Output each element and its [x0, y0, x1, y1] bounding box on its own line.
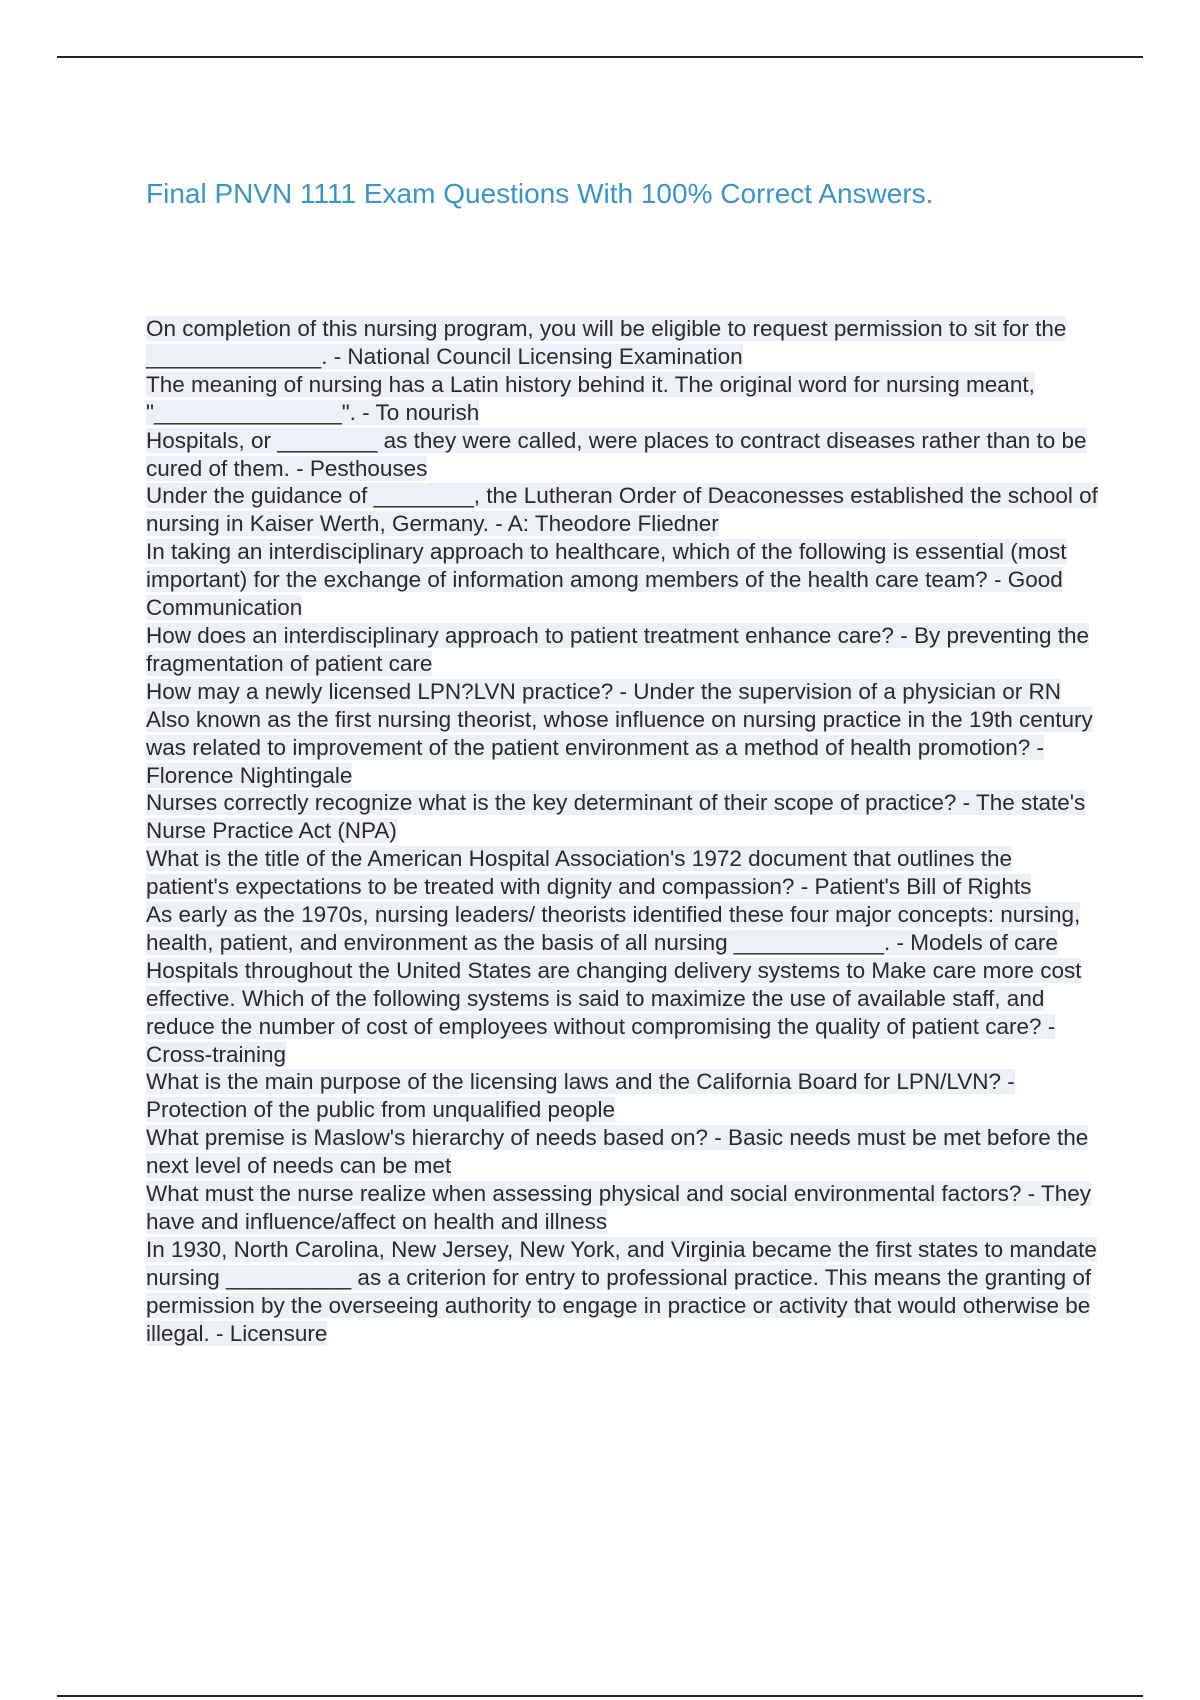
qa-item — [146, 789, 1101, 845]
header-rule — [57, 56, 1143, 58]
qa-item — [146, 427, 1101, 483]
qa-item — [146, 678, 1101, 706]
qa-item — [146, 706, 1101, 790]
qa-text: Also known as the first nursing theorist, whose influence on nursing practice in the 19th century was related to improvement of the patient environment as a method of health promotion? - Florence Nightingale — [146, 706, 1093, 788]
qa-text: How may a newly licensed LPN?LVN practice? - Under the supervision of a physician or RN — [146, 678, 1061, 704]
qa-text: What premise is Maslow's hierarchy of needs based on? - Basic needs must be met before the next level of needs can be met — [146, 1125, 1089, 1179]
qa-text: Hospitals throughout the United States are changing delivery systems to Make care more cost effective. Which of the following systems is said to maximize the use of available staff, and reduce the number of cost of employees without compromising the quality of patient care? - Cross-training — [146, 957, 1082, 1067]
qa-item — [146, 1068, 1101, 1124]
qa-text: On completion of this nursing program, you will be eligible to request permission to sit for the ______________. - National Council Licensing Examination — [146, 316, 1067, 369]
qa-item — [146, 622, 1101, 678]
qa-text: Hospitals, or ________ as they were called, were places to contract diseases rather than to be cured of them. - Pesthouses — [146, 427, 1087, 481]
question-answer-list — [146, 315, 1101, 1348]
qa-text: How does an interdisciplinary approach to patient treatment enhance care? - By preventing the fragmentation of patient care — [146, 622, 1090, 676]
qa-text: What is the main purpose of the licensing laws and the California Board for LPN/LVN? - Protection of the public from unqualified people — [146, 1069, 1015, 1123]
qa-text: What is the title of the American Hospital Association's 1972 document that outlines the patient's expectations to be treated with dignity and compassion? - Patient's Bill of Rights — [146, 846, 1032, 900]
qa-item — [146, 315, 1101, 371]
qa-text: As early as the 1970s, nursing leaders/ theorists identified these four major concepts: nursing, health, patient, and environment as the basis of all nursing ____________. - Models of care — [146, 902, 1081, 955]
qa-text: In taking an interdisciplinary approach to healthcare, which of the following is essential (most important) for the exchange of information among members of the health care team? - Good Communication — [146, 539, 1067, 621]
qa-item — [146, 482, 1101, 538]
qa-item — [146, 1180, 1101, 1236]
qa-text: What must the nurse realize when assessing physical and social environmental factors? - They have and influence/affect on health and illness — [146, 1181, 1092, 1234]
qa-text: In 1930, North Carolina, New Jersey, New York, and Virginia became the first states to mandate nursing __________ as a criterion for entry to professional practice. This means the granting of permission by the overseeing authority to engage in practice or activity that would otherwise be illegal. - Licensure — [146, 1236, 1097, 1346]
qa-item — [146, 371, 1101, 427]
qa-item — [146, 845, 1101, 901]
qa-item — [146, 1124, 1101, 1180]
qa-text: The meaning of nursing has a Latin history behind it. The original word for nursing meant, "_______________". - To nourish — [146, 371, 1035, 425]
document-title: Final PNVN 1111 Exam Questions With 100% Correct Answers. — [146, 178, 934, 209]
footer-rule — [57, 1695, 1143, 1697]
qa-item — [146, 538, 1101, 622]
qa-item — [146, 1236, 1101, 1348]
qa-item — [146, 901, 1101, 957]
qa-item — [146, 957, 1101, 1069]
qa-text: Under the guidance of ________, the Lutheran Order of Deaconesses established the school of nursing in Kaiser Werth, Germany. - A: Theodore Fliedner — [146, 483, 1098, 537]
qa-text: Nurses correctly recognize what is the key determinant of their scope of practice? - The state's Nurse Practice Act (NPA) — [146, 790, 1086, 844]
